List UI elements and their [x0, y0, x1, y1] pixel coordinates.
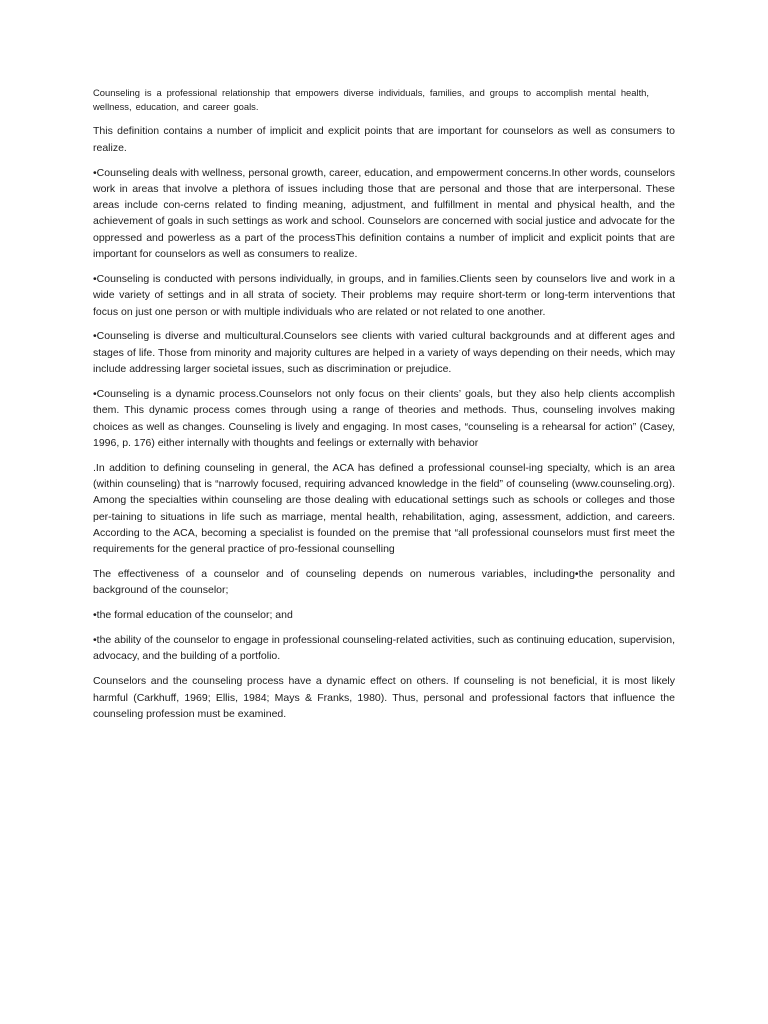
- paragraph-effectiveness: The effectiveness of a counselor and of counseling depends on numerous variables, including•the personality and background of the counselor;: [93, 568, 675, 597]
- paragraph-bullet-dynamic-process: •Counseling is a dynamic process.Counselors not only focus on their clients’ goals, but they also help clients accomplish them. This dynamic process comes through using a range of theories and methods. Thus, counseling involves making choices as well as changes. Counseling is lively and engaging. In most cases, “counseling is a rehearsal for action” (Casey, 1996, p. 176) either internally with thoughts and feelings or externally with behavior: [93, 387, 675, 449]
- definition-paragraph: Counseling is a professional relationship that empowers diverse individuals, families, and groups to accomplish mental health, wellness, education, and career goals.: [93, 87, 649, 113]
- paragraph-bullet-activities: •the ability of the counselor to engage in professional counseling-related activities, such as continuing education, supervision, advocacy, and the building of a portfolio.: [93, 634, 675, 663]
- paragraph-bullet-settings: •Counseling is conducted with persons individually, in groups, and in families.Clients seen by counselors live and work in a wide variety of settings and in all strata of society. Their problems may require short-term or long-term interventions that focus on just one person or with multiple individuals who are related or not related to one another.: [93, 272, 675, 318]
- paragraph-bullet-education: •the formal education of the counselor; and: [93, 609, 293, 622]
- paragraph-bullet-multicultural: •Counseling is diverse and multicultural.Counselors see clients with varied cultural backgrounds and at different ages and stages of life. Those from minority and majority cultures are helped in a variety of ways depending on their needs, which may include addressing larger societal issues, such as discrimination or prejudice.: [93, 330, 675, 376]
- paragraph-conclusion: Counselors and the counseling process have a dynamic effect on others. If counseling is not beneficial, it is most likely harmful (Carkhuff, 1969; Ellis, 1984; Mays & Franks, 1980). Thus, personal and professional factors that influence the counseling profession must be examined.: [93, 675, 675, 720]
- paragraph-definition-note: This definition contains a number of implicit and explicit points that are important for counselors as well as consumers to realize.: [93, 125, 675, 154]
- paragraph-aca-specialty: .In addition to defining counseling in general, the ACA has defined a professional counsel-ing specialty, which is an area (within counseling) that is “narrowly focused, requiring advanced knowledge in the field” of counseling (www.counseling.org). Among the specialties within counseling are those dealing with educational settings such as schools or colleges and those per-taining to situations in life such as marriage, mental health, rehabilitation, aging, assessment, addiction, and careers. According to the ACA, becoming a specialist is founded on the premise that “all professional counselors must first meet the requirements for the general practice of pro-fessional counselling: [93, 461, 675, 556]
- document-body: [93, 86, 675, 731]
- paragraph-bullet-wellness: •Counseling deals with wellness, personal growth, career, education, and empowerment concerns.In other words, counselors work in areas that involve a plethora of issues including those that are personal and those that are interpersonal. These areas include con-cerns related to finding meaning, adjustment, and fulfillment in mental and physical health, and the achievement of goals in such settings as work and school. Counselors are concerned with social justice and advocate for the oppressed and powerless as a part of the processThis definition contains a number of implicit and explicit points that are important for counselors as well as consumers to realize.: [93, 166, 675, 261]
